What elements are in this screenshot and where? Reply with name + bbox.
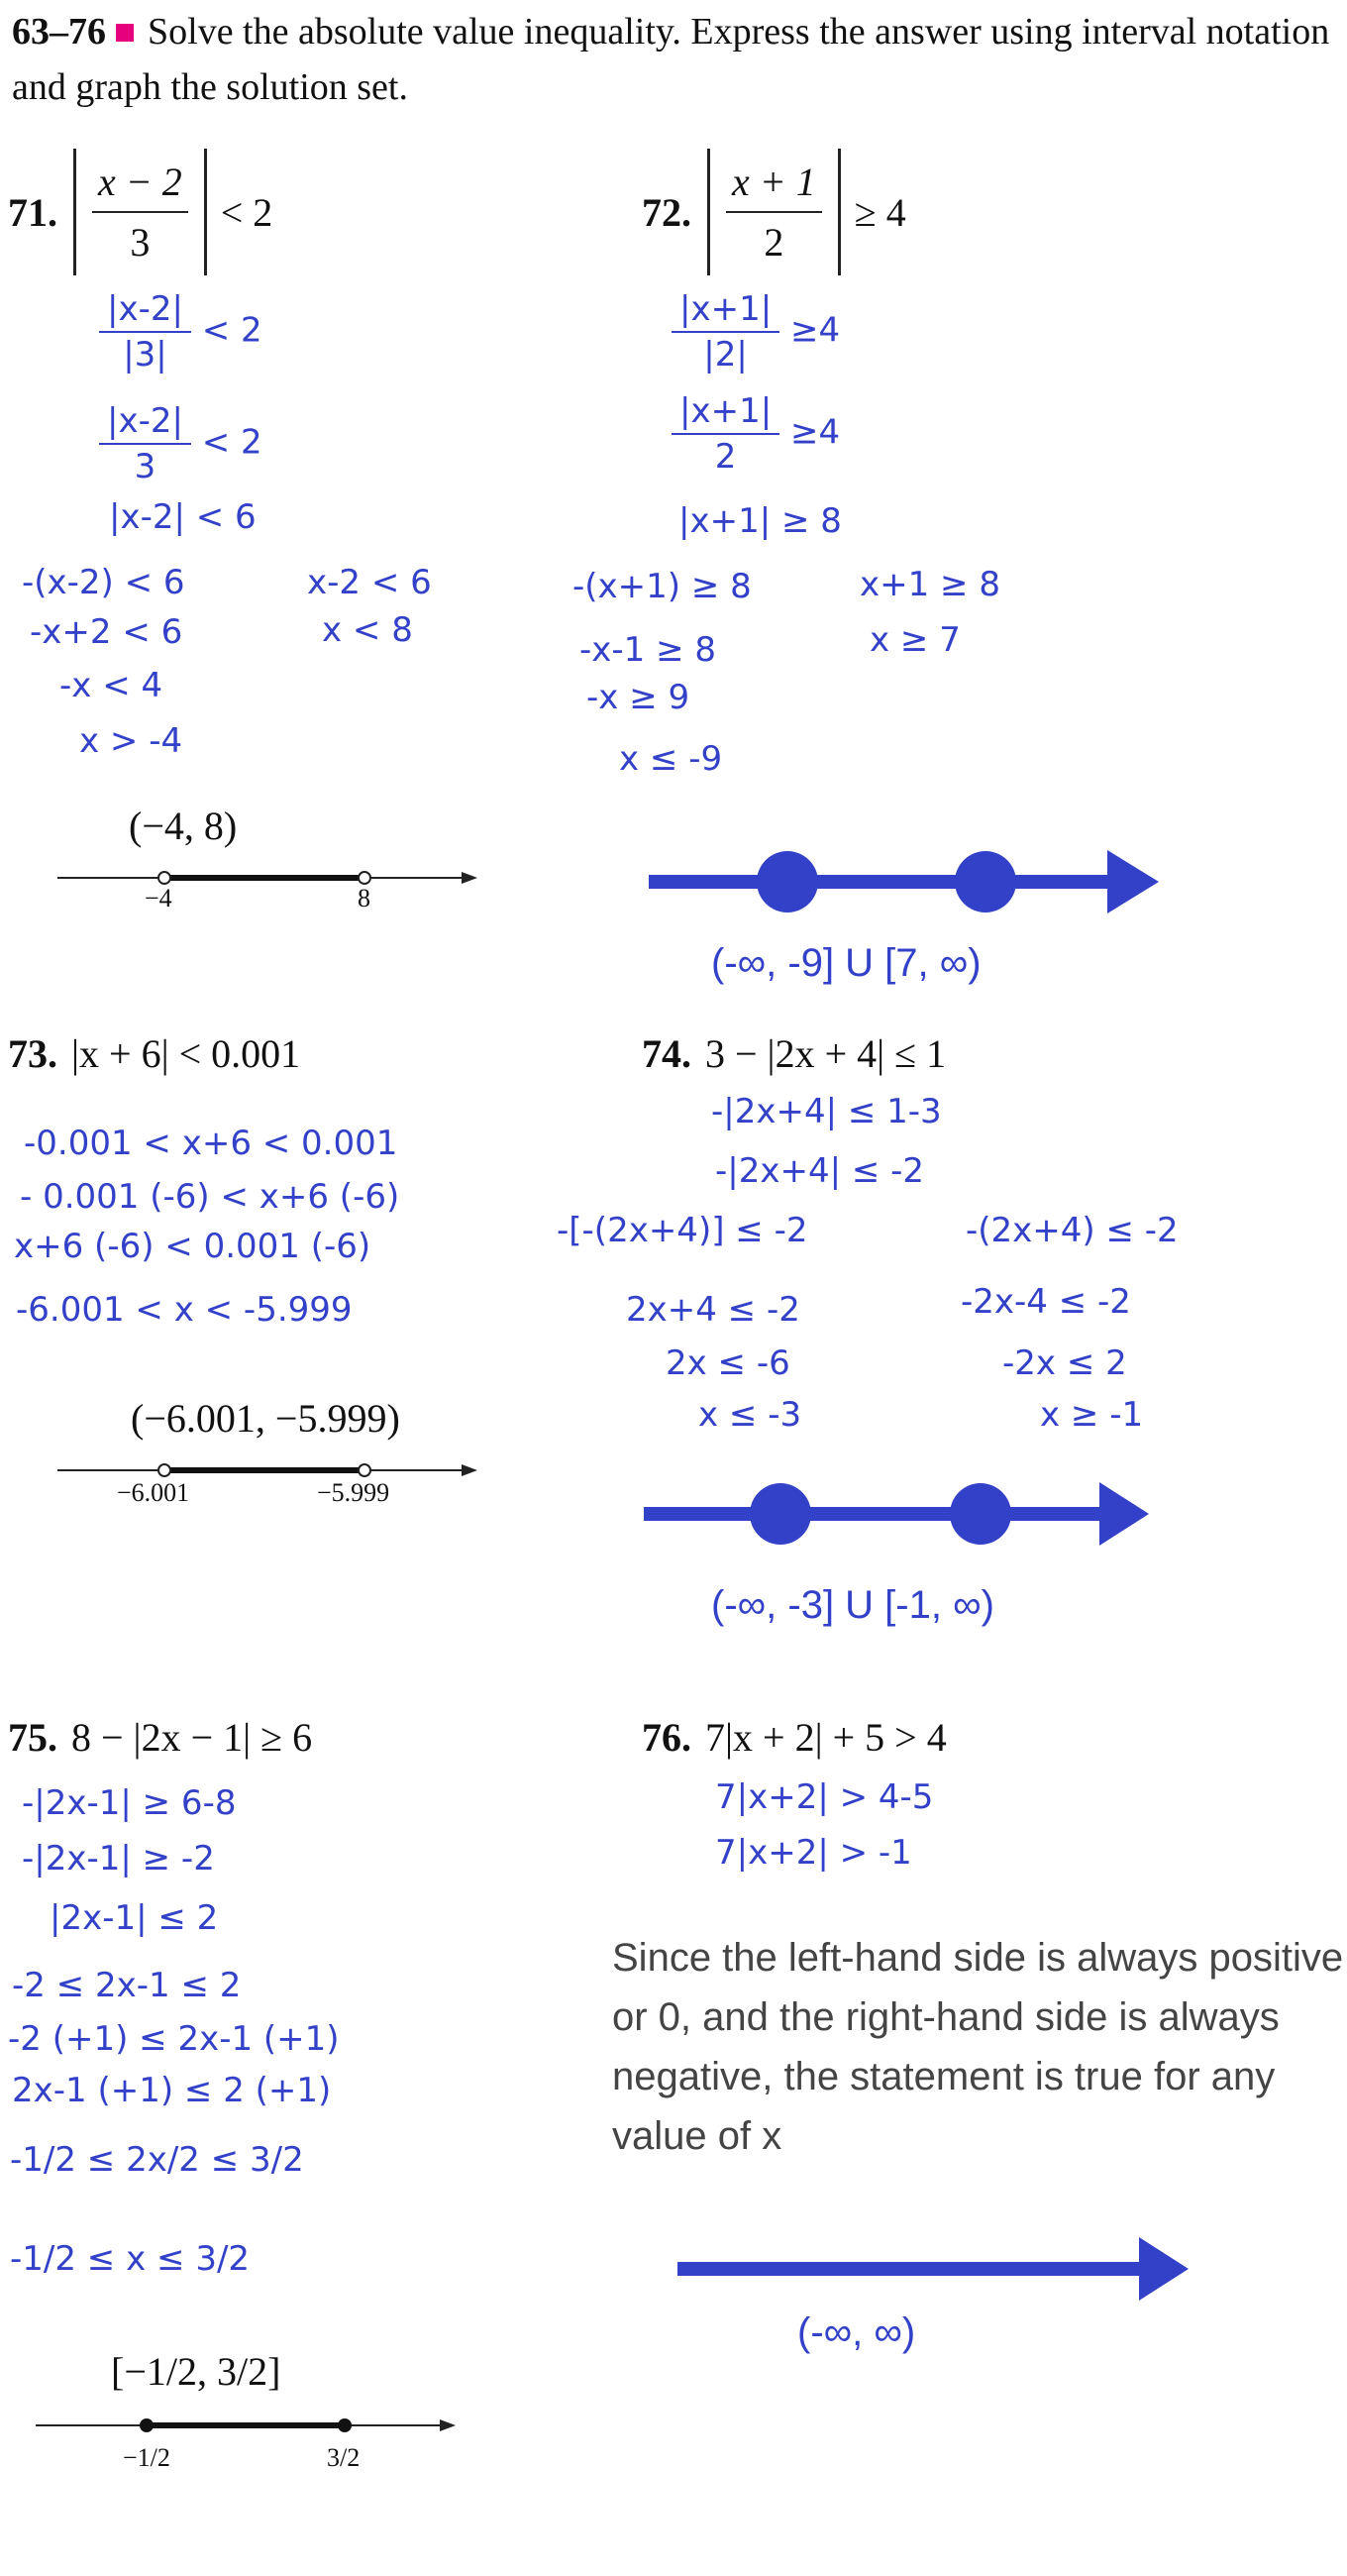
explanation-note: Since the left-hand side is always positive or 0, and the right-hand side is always negative, the statement is true for any value of x bbox=[612, 1936, 1344, 2158]
tick-label: −1/2 bbox=[123, 2443, 170, 2472]
problem-number: 75. bbox=[8, 1715, 57, 1760]
work-line: - 0.001 (-6) < x+6 (-6) bbox=[20, 1177, 400, 1217]
work-line: -2 ≤ 2x-1 ≤ 2 bbox=[12, 1966, 242, 2005]
problem-74 bbox=[642, 1030, 946, 1077]
hw-num: |x-2| bbox=[99, 289, 191, 333]
expression: 8 − |2x − 1| ≥ 6 bbox=[71, 1715, 313, 1760]
work-line: -1/2 ≤ 2x/2 ≤ 3/2 bbox=[10, 2140, 304, 2180]
work-line: -2x ≤ 2 bbox=[1002, 1343, 1127, 1383]
closed-endpoint bbox=[750, 1483, 811, 1545]
instructions-header bbox=[12, 4, 1339, 115]
work-72-line2 bbox=[672, 391, 840, 477]
work-line: 7|x+2| > -1 bbox=[715, 1833, 912, 1873]
problem-number: 73. bbox=[8, 1031, 57, 1076]
work-line: -x ≥ 9 bbox=[586, 678, 690, 717]
hw-den: 3 bbox=[134, 447, 156, 486]
closed-endpoint bbox=[950, 1483, 1011, 1545]
numerator: x + 1 bbox=[726, 159, 822, 213]
tick-label: −4 bbox=[145, 884, 172, 912]
work-line: x ≥ -1 bbox=[1040, 1395, 1144, 1435]
absolute-value-bars bbox=[707, 149, 841, 275]
problem-range: 63–76 bbox=[12, 11, 106, 53]
hw-rhs: < 2 bbox=[201, 422, 262, 463]
hw-rhs: < 2 bbox=[201, 310, 262, 351]
answer-73: (−6.001, −5.999) bbox=[131, 1396, 400, 1441]
hw-rhs: ≥4 bbox=[789, 412, 841, 453]
answer-75: [−1/2, 3/2] bbox=[111, 2349, 281, 2394]
work-line: -|2x-1| ≥ 6-8 bbox=[22, 1783, 237, 1823]
number-line-75 bbox=[0, 2400, 495, 2459]
closed-endpoint bbox=[338, 2418, 352, 2432]
work-line: -x < 4 bbox=[59, 666, 163, 705]
expression: |x + 6| < 0.001 bbox=[71, 1031, 301, 1076]
answer-74: (-∞, -3] U [-1, ∞) bbox=[711, 1583, 994, 1627]
rhs: < 2 bbox=[220, 189, 273, 235]
closed-endpoint bbox=[140, 2418, 154, 2432]
rhs: ≥ 4 bbox=[854, 189, 906, 235]
number-line-72 bbox=[0, 832, 1347, 931]
work-72-line1 bbox=[672, 289, 840, 375]
problem-number: 76. bbox=[642, 1715, 691, 1760]
hw-den: |2| bbox=[703, 335, 748, 375]
expression: 7|x + 2| + 5 > 4 bbox=[705, 1715, 947, 1760]
work-line: x+6 (-6) < 0.001 (-6) bbox=[14, 1227, 371, 1266]
work-line: -0.001 < x+6 < 0.001 bbox=[24, 1124, 398, 1163]
absolute-value-bars bbox=[73, 149, 207, 275]
work-line: -(2x+4) ≤ -2 bbox=[966, 1211, 1179, 1250]
work-line: -(x-2) < 6 bbox=[22, 563, 185, 602]
work-line: |2x-1| ≤ 2 bbox=[50, 1898, 219, 1938]
problem-76 bbox=[642, 1714, 947, 1761]
answer-76: (-∞, ∞) bbox=[797, 2310, 916, 2354]
tick-label: 3/2 bbox=[327, 2443, 361, 2472]
problem-75 bbox=[8, 1714, 312, 1761]
tick-label: 8 bbox=[358, 884, 370, 912]
number-line-76 bbox=[0, 2229, 1347, 2328]
number-line-74 bbox=[0, 1464, 1347, 1563]
work-line: x-2 < 6 bbox=[307, 563, 432, 602]
numerator: x − 2 bbox=[92, 159, 188, 213]
magenta-square-icon bbox=[116, 24, 134, 42]
work-line: -|2x+4| ≤ 1-3 bbox=[711, 1092, 942, 1131]
work-line: -[-(2x+4)] ≤ -2 bbox=[557, 1211, 808, 1250]
closed-endpoint bbox=[757, 851, 818, 912]
expression: 3 − |2x + 4| ≤ 1 bbox=[705, 1031, 947, 1076]
work-line: 2x+4 ≤ -2 bbox=[626, 1290, 800, 1330]
denominator: 3 bbox=[130, 220, 151, 265]
hw-rhs: ≥4 bbox=[789, 310, 841, 351]
work-line: x < 8 bbox=[322, 610, 413, 650]
arrow-right bbox=[1107, 850, 1159, 913]
work-line: -6.001 < x < -5.999 bbox=[16, 1290, 353, 1330]
work-71-line1 bbox=[99, 289, 262, 375]
work-line: |x+1| ≥ 8 bbox=[678, 501, 842, 541]
work-line: -|2x+4| ≤ -2 bbox=[715, 1151, 925, 1191]
work-line: x+1 ≥ 8 bbox=[860, 565, 1000, 604]
work-71-line2 bbox=[99, 401, 262, 486]
hw-num: |x+1| bbox=[672, 391, 779, 435]
fraction bbox=[726, 159, 822, 266]
work-line: -|2x-1| ≥ -2 bbox=[22, 1839, 215, 1878]
work-line: -2 (+1) ≤ 2x-1 (+1) bbox=[8, 2019, 340, 2059]
hw-num: |x+1| bbox=[672, 289, 779, 333]
fraction bbox=[92, 159, 188, 266]
problem-71 bbox=[8, 149, 272, 275]
denominator: 2 bbox=[764, 220, 784, 265]
problem-73 bbox=[8, 1030, 300, 1077]
work-line: 7|x+2| > 4-5 bbox=[715, 1777, 934, 1817]
tick-label: −5.999 bbox=[317, 1478, 390, 1507]
work-line: -1/2 ≤ x ≤ 3/2 bbox=[10, 2239, 251, 2279]
work-line: -x-1 ≥ 8 bbox=[579, 630, 717, 670]
arrow-right bbox=[1139, 2237, 1189, 2301]
problem-number: 71. bbox=[8, 189, 57, 235]
work-line: 2x ≤ -6 bbox=[666, 1343, 790, 1383]
hw-num: |x-2| bbox=[99, 401, 191, 445]
work-line: -x+2 < 6 bbox=[30, 612, 183, 652]
work-line: x ≥ 7 bbox=[870, 620, 961, 660]
work-line: -2x-4 ≤ -2 bbox=[961, 1282, 1131, 1322]
hw-den: 2 bbox=[714, 437, 737, 477]
work-line: |x-2| < 6 bbox=[109, 497, 257, 537]
arrow-right bbox=[1099, 1482, 1149, 1546]
answer-71: (−4, 8) bbox=[129, 804, 238, 848]
work-line: 2x-1 (+1) ≤ 2 (+1) bbox=[12, 2071, 332, 2110]
hw-den: |3| bbox=[123, 335, 167, 375]
problem-72 bbox=[642, 149, 906, 275]
problem-number: 74. bbox=[642, 1031, 691, 1076]
work-line: x ≤ -3 bbox=[698, 1395, 802, 1435]
problem-number: 72. bbox=[642, 189, 691, 235]
instructions-text: Solve the absolute value inequality. Express the answer using interval notation and graph the solution set. bbox=[12, 11, 1330, 108]
work-line: x > -4 bbox=[79, 721, 183, 761]
tick-label: −6.001 bbox=[117, 1478, 190, 1507]
answer-72: (-∞, -9] U [7, ∞) bbox=[711, 941, 982, 985]
work-line: x ≤ -9 bbox=[619, 739, 723, 779]
work-line: -(x+1) ≥ 8 bbox=[572, 567, 752, 606]
closed-endpoint bbox=[955, 851, 1016, 912]
